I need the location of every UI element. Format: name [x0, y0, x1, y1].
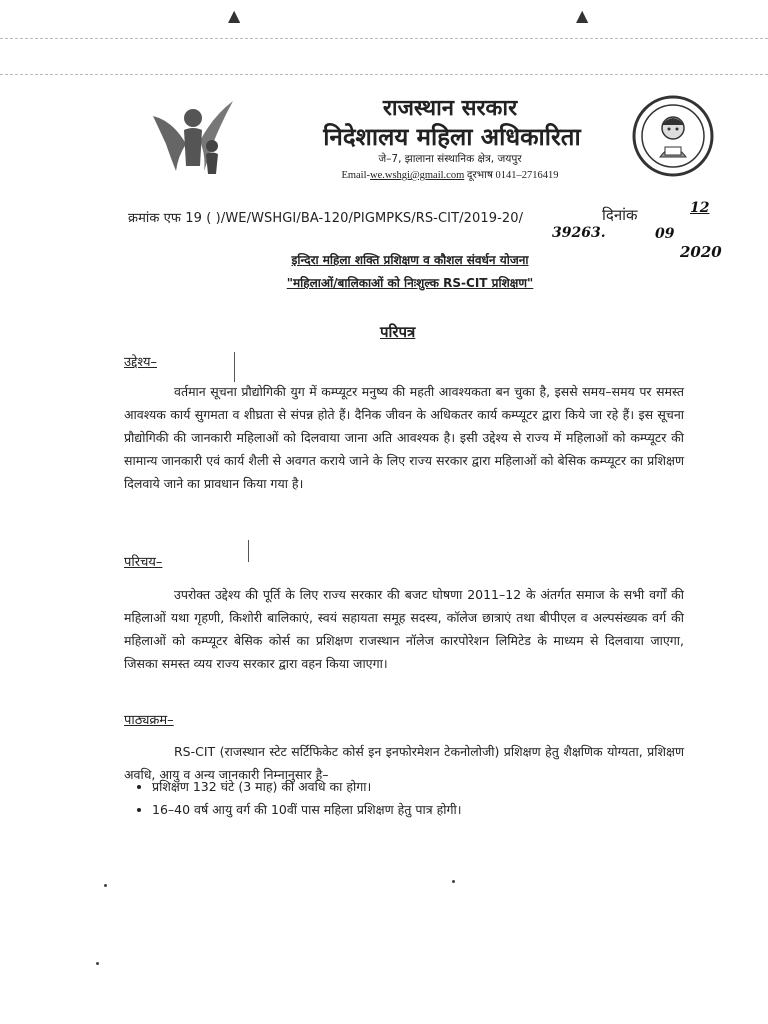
department-seal-icon — [632, 95, 714, 177]
handwritten-dispatch-number: 39263. — [552, 225, 606, 241]
handwritten-date-day: 12 — [690, 200, 710, 216]
scan-artifact-line — [234, 352, 235, 382]
reference-number: क्रमांक एफ 19 ( )/WE/WSHGI/BA-120/PIGMPKS/RS-CIT/2019-20/ — [128, 211, 524, 226]
date-label: दिनांक — [602, 206, 638, 224]
objective-paragraph — [124, 380, 684, 495]
email-link[interactable]: we.wshgi@gmail.com — [370, 170, 465, 181]
introduction-text: उपरोक्त उद्देश्य की पूर्ति के लिए राज्य सरकार की बजट घोषणा 2011–12 के अंतर्गत समाज के सभी वर्गों की महिलाओं यथा गृहणी, किशोरी बालिकाएं, स्वयं सहायता समूह सदस्य, कॉलेज छात्राएं तथा बीपीएल व अल्पसंख्यक वर्ग की महिलाओं को कम्प्यूटर बेसिक कोर्स का प्रशिक्षण राजस्थान नॉलेज कारपोरेशन लिमिटेड के माध्यम से दिलवाया जाएगा, जिसका समस्त व्यय राज्य सरकार द्वारा वहन किया जाएगा। — [124, 587, 684, 671]
introduction-heading: परिचय– — [124, 555, 163, 570]
objective-heading: उद्देश्य– — [124, 355, 157, 370]
scan-speck — [104, 884, 107, 887]
eligibility-list — [134, 778, 461, 824]
course-text: RS-CIT (राजस्थान स्टेट सर्टिफिकेट कोर्स इन इनफोरमेशन टेकनोलोजी) प्रशिक्षण हेतु शैक्षणिक योग्यता, प्रशिक्षण अवधि, आयु व अन्य जानकारी निम्नानुसार है– — [124, 744, 684, 782]
handwritten-date-month: 09 — [655, 226, 675, 242]
scan-fold-line — [0, 74, 768, 75]
objective-text: वर्तमान सूचना प्रौद्योगिकी युग में कम्प्यूटर मनुष्य की महती आवश्यकता बन चुका है, इससे समय–समय पर समस्त आवश्यक कार्य सुगमता व शीघ्रता से संपन्न होते हैं। दैनिक जीवन के अधिकतर कार्य कम्प्यूटर द्वारा किये जा रहे हैं। इस सूचना प्रौद्योगिकी की जानकारी महिलाओं को दिलवाया जाना अति आवश्यक है। इसी उद्देश्य से राज्य में महिलाओं को कम्प्यूटर की सामान्य जानकारी एवं कार्य शैली से अवगत कराये जाने के लिए राज्य सरकार द्वारा महिलाओं को बेसिक कम्प्यूटर का प्रशिक्षण दिलवाये जाने का प्रावधान किया गया है। — [124, 384, 684, 491]
scan-speck — [96, 962, 99, 965]
scan-edge-line — [0, 38, 768, 39]
contact-line — [290, 168, 610, 182]
scan-mark: ▲ — [228, 6, 241, 25]
email-label: Email- — [341, 170, 371, 181]
scan-speck — [452, 880, 455, 883]
list-item: • प्रशिक्षण 132 घंटे (3 माह) की अवधि का होगा। — [152, 778, 461, 795]
circular-title: परिपत्र — [380, 323, 416, 341]
scan-artifact-line — [248, 540, 249, 562]
scheme-subtitle: "महिलाओं/बालिकाओं को निःशुल्क RS-CIT प्रशिक्षण" — [286, 276, 534, 290]
phone-number: दूरभाष 0141–2716419 — [466, 170, 559, 181]
scheme-name: इन्दिरा महिला शक्ति प्रशिक्षण व कौशल संवर्धन योजना — [291, 253, 529, 267]
directorate-title: निदेशालय महिला अधिकारिता — [323, 123, 581, 151]
introduction-paragraph — [124, 583, 684, 675]
list-item: • 16–40 वर्ष आयु वर्ग की 10वीं पास महिला प्रशिक्षण हेतु पात्र होगी। — [152, 801, 461, 818]
address: जे–7, झालाना संस्थानिक क्षेत्र, जयपुर — [378, 153, 522, 165]
handwritten-date-year: 2020 — [680, 243, 722, 261]
scan-mark: ▲ — [576, 6, 589, 25]
course-heading: पाठ्यक्रम– — [124, 713, 174, 728]
govt-title: राजस्थान सरकार — [382, 96, 518, 121]
directorate-logo-icon — [148, 96, 238, 176]
